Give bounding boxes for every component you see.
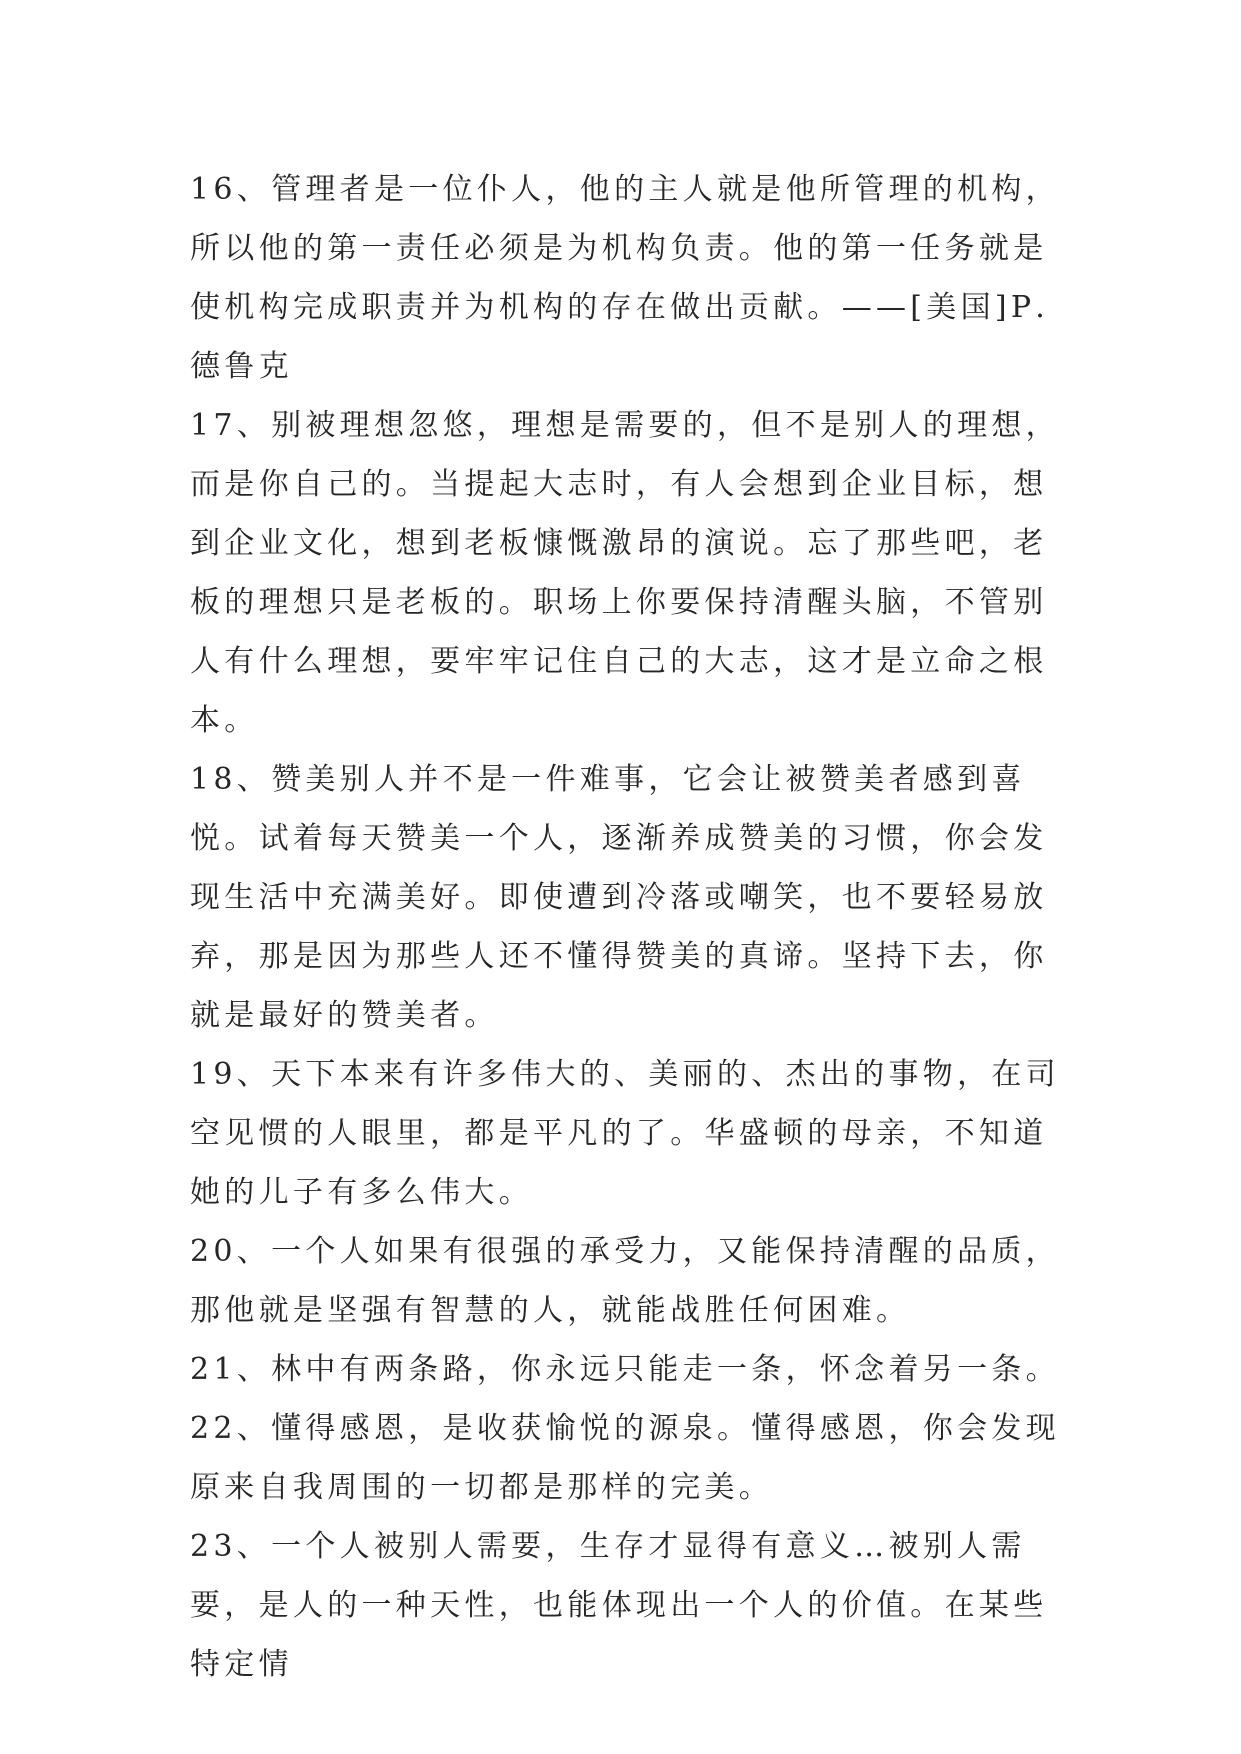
paragraph-19: 19、天下本来有许多伟大的、美丽的、杰出的事物，在司空见惯的人眼里，都是平凡的了。华盛顿的母亲，不知道她的儿子有多么伟大。: [190, 1057, 1060, 1210]
paragraph-23: 23、一个人被别人需要，生存才显得有意义…被别人需要，是人的一种天性，也能体现出一个人的价值。在某些特定情: [190, 1529, 1048, 1682]
paragraph-20: 20、一个人如果有很强的承受力，又能保持清醒的品质，那他就是坚强有智慧的人，就能战胜任何困难。: [190, 1234, 1060, 1328]
paragraph-18: 18、赞美别人并不是一件难事，它会让被赞美者感到喜悦。试着每天赞美一个人，逐渐养成赞美的习惯，你会发现生活中充满美好。即使遭到冷落或嘲笑，也不要轻易放弃，那是因为那些人还不懂得赞美的真谛。坚持下去，你就是最好的赞美者。: [190, 762, 1048, 1033]
document-body: [190, 160, 1070, 1694]
paragraph-21: 21、林中有两条路，你永远只能走一条，怀念着另一条。: [190, 1352, 1060, 1387]
paragraph-17: 17、别被理想忽悠，理想是需要的，但不是别人的理想，而是你自己的。当提起大志时，有人会想到企业目标，想到企业文化，想到老板慷慨激昂的演说。忘了那些吧，老板的理想只是老板的。职场上你要保持清醒头脑，不管别人有什么理想，要牢牢记住自己的大志，这才是立命之根本。: [190, 408, 1060, 738]
paragraph-16: 16、管理者是一位仆人，他的主人就是他所管理的机构，所以他的第一责任必须是为机构负责。他的第一任务就是使机构完成职责并为机构的存在做出贡献。——[美国]P．德鲁克: [190, 172, 1070, 384]
paragraph-22: 22、懂得感恩，是收获愉悦的源泉。懂得感恩，你会发现原来自我周围的一切都是那样的完美。: [190, 1411, 1060, 1505]
